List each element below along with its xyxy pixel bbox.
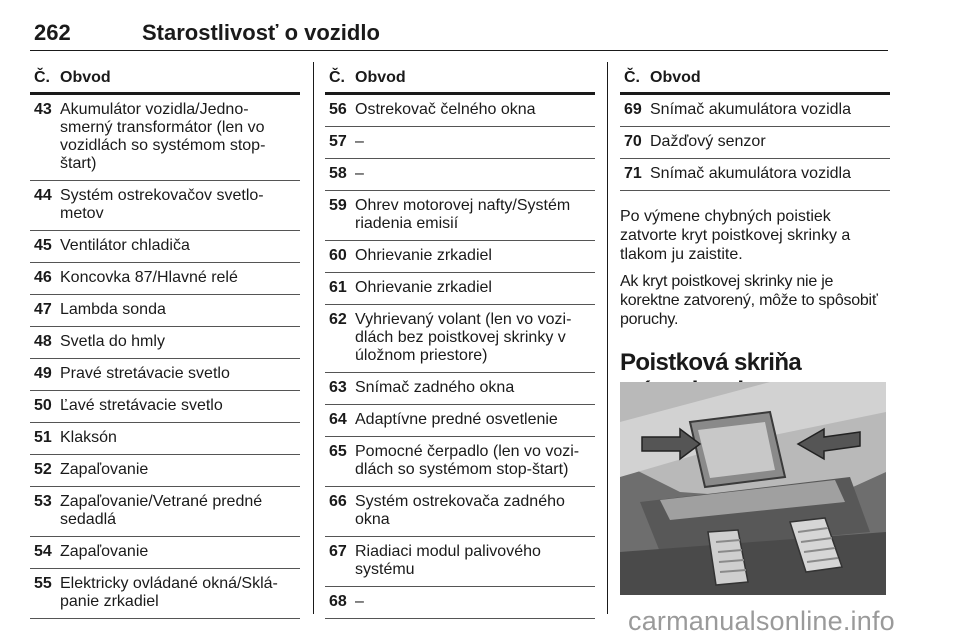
fuse-number: 43 [34,101,52,118]
fuse-row [325,127,595,159]
fuse-number: 55 [34,575,52,592]
fuse-circuit: Ľavé stretávacie svetlo [60,397,223,414]
fuse-circuit: Ohrievanie zrkadiel [355,279,492,296]
page-title: Starostlivosť o vozidlo [142,20,380,45]
watermark: carmanualsonline.info [628,606,895,636]
page-number: 262 [34,20,71,45]
fuse-number: 50 [34,397,52,414]
fuse-circuit: Koncovka 87/Hlavné relé [60,269,238,286]
column-divider [313,62,314,614]
fuse-row [30,537,300,569]
fuse-table-col2 [325,62,595,619]
fuse-number: 70 [624,133,642,150]
fuse-circuit: Ventilátor chladiča [60,237,190,254]
table-header [30,62,300,95]
fuse-row [620,95,890,127]
fuse-circuit: Zapaľovanie [60,461,149,478]
fuse-number: 68 [329,593,347,610]
fuse-circuit: Snímač akumulátora vozidla [650,101,851,118]
fuse-number: 45 [34,237,52,254]
header-number: Č. [624,69,640,86]
fuse-circuit: – [355,593,364,610]
paragraph-malfunction: Ak kryt poistkovej skrinky nie je korektne zatvorený, môže to spôsobiť poruchy. [620,273,878,328]
fuse-row [30,295,300,327]
fuse-row [325,95,595,127]
fuse-row [30,327,300,359]
fuse-row [325,241,595,273]
fuse-circuit: Dažďový senzor [650,133,766,150]
fuse-number: 48 [34,333,52,350]
fuse-circuit: Vyhrievaný volant (len vo vozi- dlách bez poistkovej skrinky v úložnom priestore) [355,311,572,364]
column-divider [607,62,608,614]
header-circuit: Obvod [355,69,406,86]
fuse-row [30,391,300,423]
page-header [30,12,888,51]
fuse-number: 69 [624,101,642,118]
fuse-row [30,95,300,181]
fuse-circuit: Klaksón [60,429,117,446]
fuse-circuit: Lambda sonda [60,301,166,318]
fuse-table-col3 [620,62,890,433]
fuse-number: 62 [329,311,347,328]
fuse-number: 53 [34,493,52,510]
fuse-circuit: Adaptívne predné osvetlenie [355,411,558,428]
fuse-circuit: Akumulátor vozidla/Jedno- smerný transformátor (len vo vozidlách so systémom stop- štart) [60,101,266,172]
fuse-row [30,231,300,263]
fuse-row [325,191,595,241]
fuse-number: 56 [329,101,347,118]
header-number: Č. [329,69,345,86]
fuse-number: 63 [329,379,347,396]
section-title: Poistková skriňa [620,349,802,376]
fuse-number: 65 [329,443,347,460]
fuse-number: 59 [329,197,347,214]
fuse-number: 49 [34,365,52,382]
fuse-circuit: Snímač zadného okna [355,379,515,396]
fuse-circuit: Riadiaci modul palivového systému [355,543,541,578]
fuse-circuit: Pomocné čerpadlo (len vo vozi- dlách so systémom stop-štart) [355,443,580,478]
fuse-circuit: Elektricky ovládané okná/Sklá- panie zrkadiel [60,575,278,610]
fuse-number: 44 [34,187,52,204]
fuse-circuit: – [355,133,364,150]
paragraph-close-cover: Po výmene chybných poistiek zatvorte kryt poistkovej skrinky a tlakom ju zaistite. [620,208,851,263]
fuse-row [325,373,595,405]
fuse-circuit: Systém ostrekovačov svetlo- metov [60,187,264,222]
fuse-number: 54 [34,543,52,560]
instructions [620,207,890,329]
fuse-number: 46 [34,269,52,286]
fuse-circuit: Snímač akumulátora vozidla [650,165,851,182]
fuse-circuit: Ostrekovač čelného okna [355,101,536,118]
fuse-circuit: Pravé stretávacie svetlo [60,365,230,382]
fuse-number: 57 [329,133,347,150]
fuse-row [325,587,595,619]
fuse-circuit: Ohrev motorovej nafty/Systém riadenia emisií [355,197,571,232]
fuse-row [30,263,300,295]
fuse-row [325,487,595,537]
glovebox-fusebox-photo [620,382,886,595]
fuse-number: 71 [624,165,642,182]
fuse-row [325,305,595,373]
fuse-number: 66 [329,493,347,510]
fuse-number: 61 [329,279,347,296]
header-circuit: Obvod [650,69,701,86]
table-header [325,62,595,95]
fuse-row [30,487,300,537]
fuse-row [30,423,300,455]
fuse-number: 60 [329,247,347,264]
fuse-circuit: – [355,165,364,182]
fuse-circuit: Zapaľovanie [60,543,149,560]
fuse-row [30,455,300,487]
fuse-row [325,437,595,487]
fuse-row [30,359,300,391]
fuse-number: 67 [329,543,347,560]
table-header [620,62,890,95]
fuse-circuit: Ohrievanie zrkadiel [355,247,492,264]
fuse-row [620,127,890,159]
fuse-circuit: Svetla do hmly [60,333,165,350]
fuse-table-col1 [30,62,300,619]
fuse-row [620,159,890,191]
fuse-row [30,569,300,619]
fuse-row [325,405,595,437]
fuse-circuit: Systém ostrekovača zadného okna [355,493,565,528]
fuse-number: 47 [34,301,52,318]
fuse-row [325,273,595,305]
header-circuit: Obvod [60,69,111,86]
fuse-row [30,181,300,231]
fuse-circuit: Zapaľovanie/Vetrané predné sedadlá [60,493,263,528]
fuse-number: 64 [329,411,347,428]
fuse-row [325,537,595,587]
header-number: Č. [34,69,50,86]
fuse-row [325,159,595,191]
fuse-number: 58 [329,165,347,182]
fuse-number: 52 [34,461,52,478]
fuse-number: 51 [34,429,52,446]
